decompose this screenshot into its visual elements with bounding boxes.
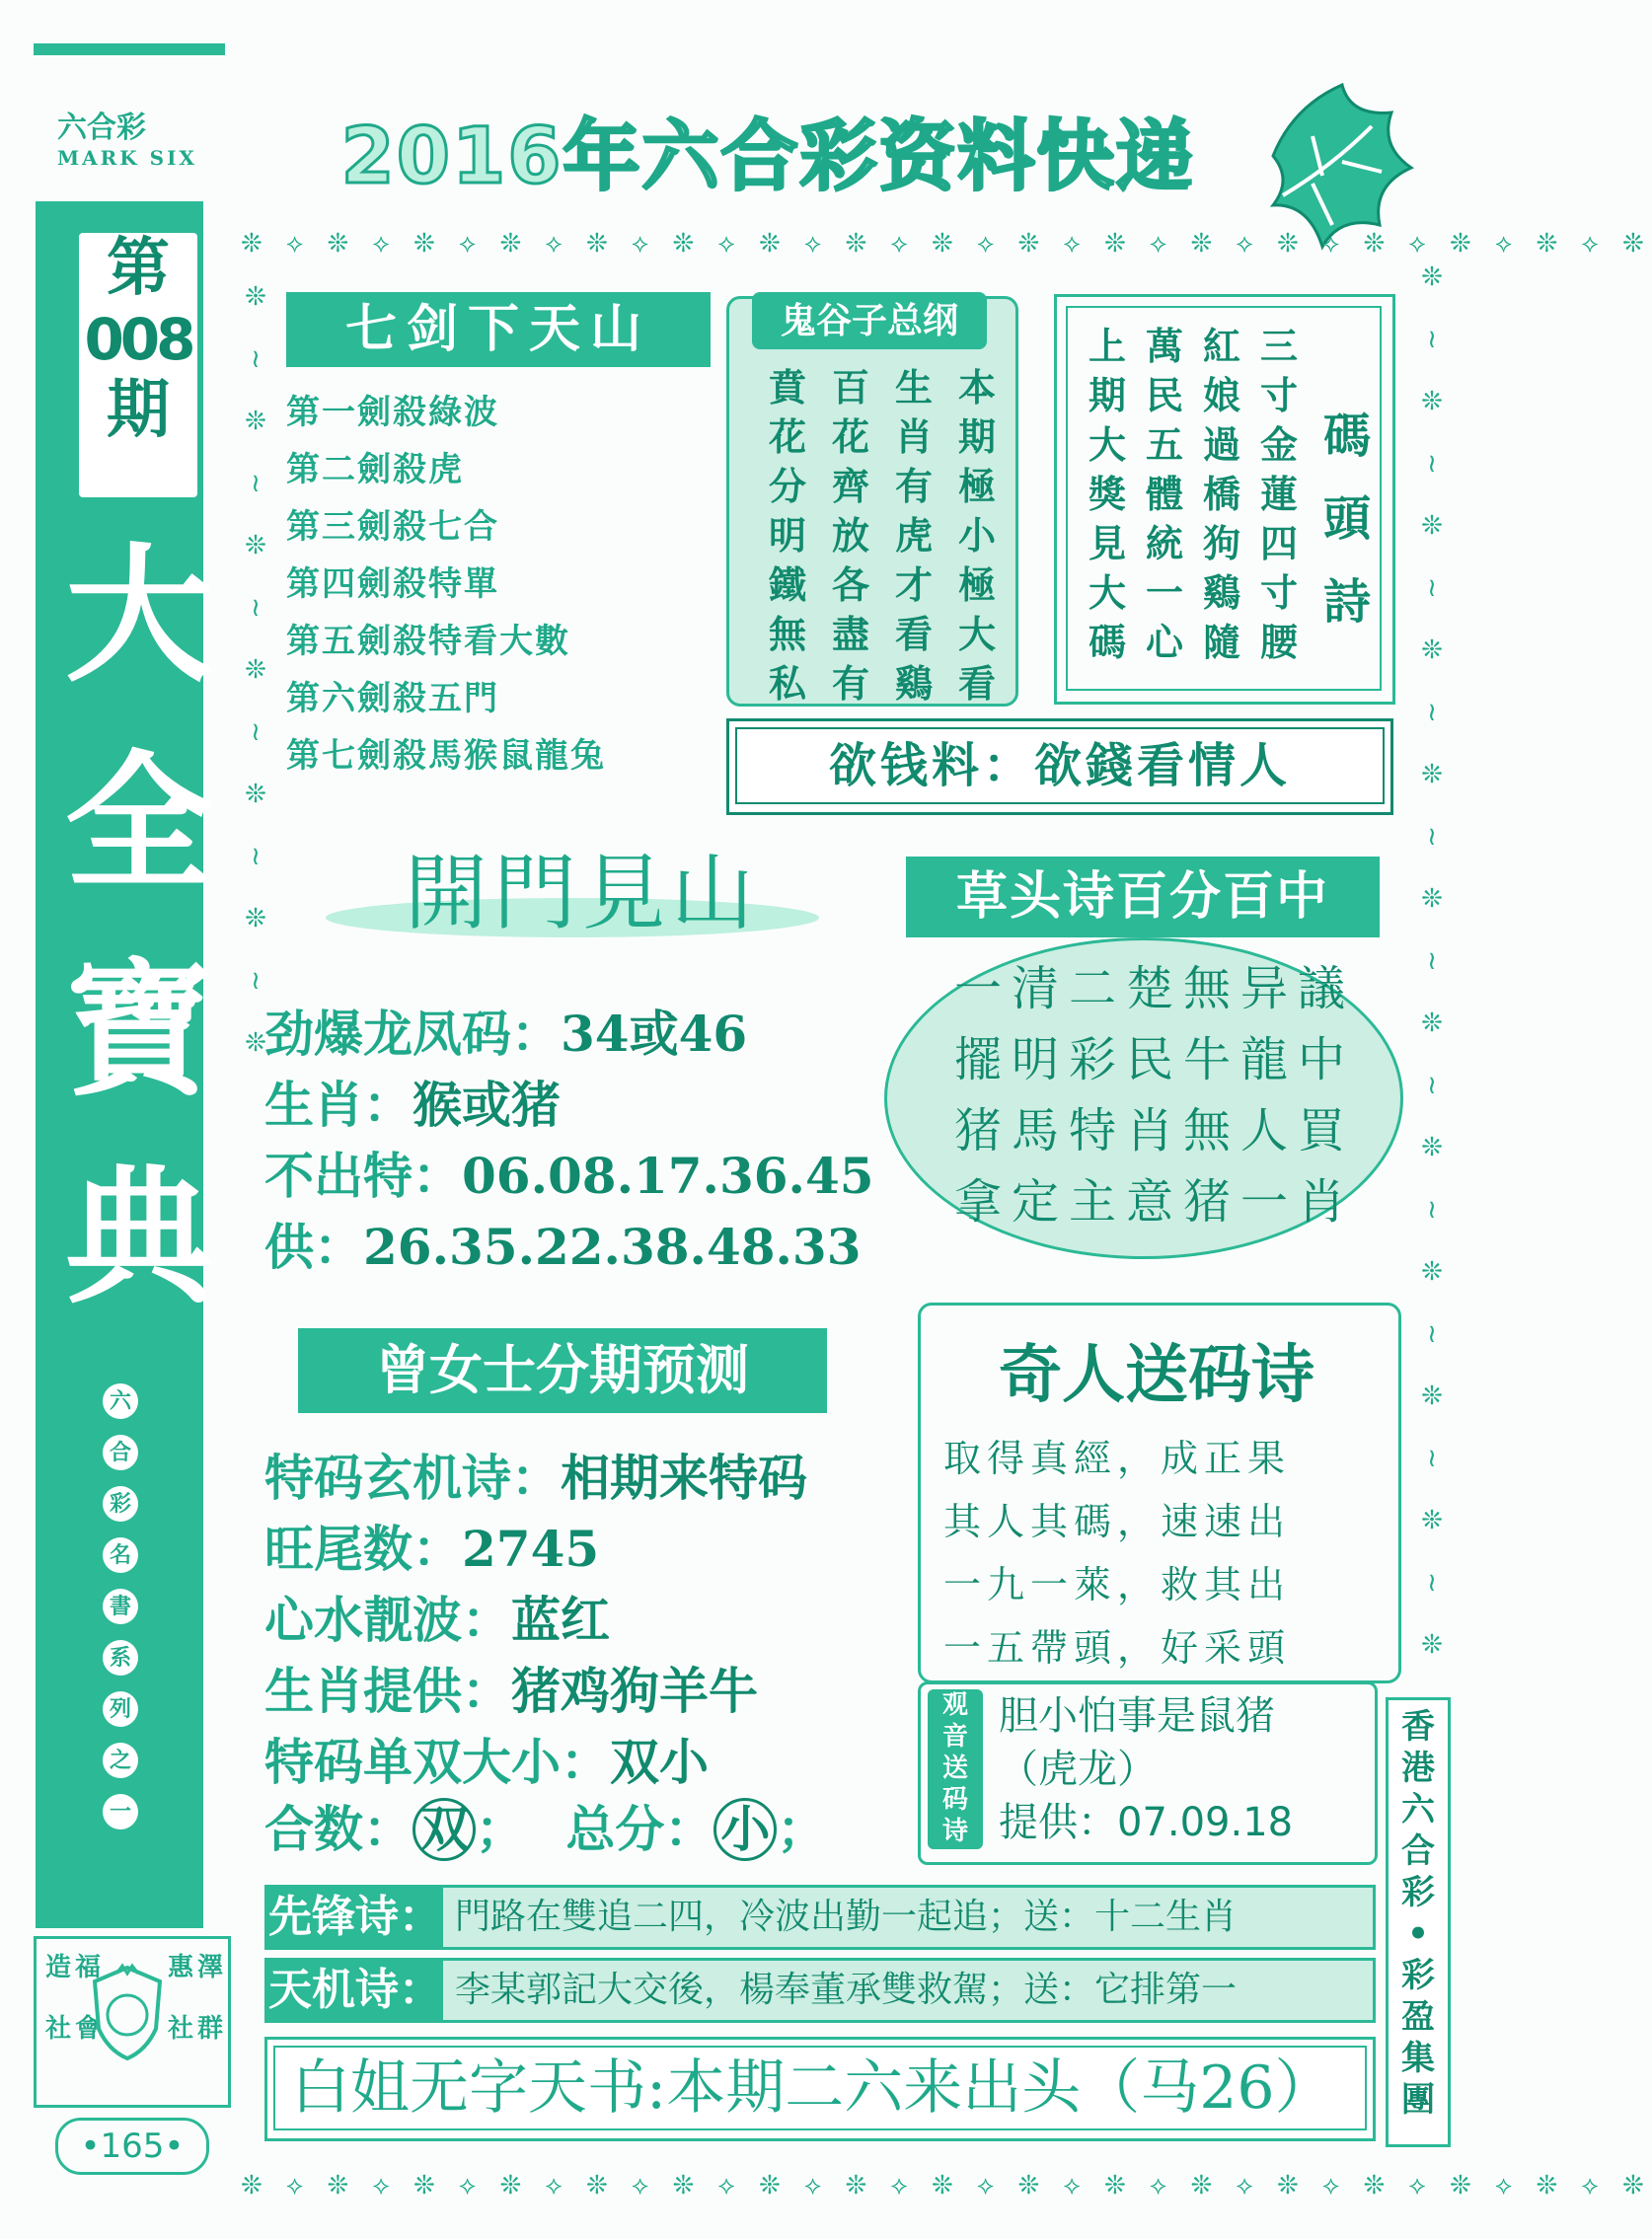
leaf-icon (1253, 77, 1421, 255)
wave-glyph: ≀ (1427, 1568, 1437, 1598)
wave-glyph: ≀ (1427, 573, 1437, 603)
wave-glyph: ≀ (1427, 1444, 1437, 1473)
wave-glyph: ≀ (1427, 1319, 1437, 1349)
sidebar-top-bar (34, 43, 225, 55)
flower-glyph: ❊ (245, 282, 266, 312)
qiren-poem (943, 1427, 1378, 1679)
issue-number: 008 (84, 306, 192, 373)
flower-border-bottom: ❊ ⟡ ❊ ⟡ ❊ ⟡ ❊ ⟡ ❊ ⟡ ❊ ⟡ ❊ ⟡ ❊ ⟡ ❊ ⟡ ❊ ⟡ ❊ ⟡ ❊ ⟡ ❊ ⟡ ❊ ⟡ ❊ ⟡ ❊ ⟡ ❊ (241, 2171, 1652, 2201)
vertical-char: • (1407, 1914, 1429, 1954)
issue-prefix: 第 (107, 232, 170, 305)
seven-swords-line: 第六劍殺五門 (286, 679, 499, 718)
guanyin-label (928, 1689, 983, 1849)
guanyin-label-char: 诗 (941, 1817, 968, 1846)
series-char: 列 (103, 1691, 138, 1727)
mataoshi-column: 三寸金蓮四寸腰 (1259, 324, 1298, 664)
money-box (726, 718, 1393, 815)
issue-number-badge (79, 233, 197, 497)
org-char: 福 (74, 1953, 101, 1982)
zongfen-label: 总分： (565, 1800, 714, 1858)
guanyin-label-char: 送 (941, 1754, 968, 1783)
logo-cn-text: 六合彩 (57, 111, 146, 145)
poem-line: 一五帶頭，好采頭 (943, 1626, 1292, 1670)
org-char: 群 (196, 2014, 223, 2044)
org-right (166, 1952, 225, 2045)
seven-swords-line: 第一劍殺綠波 (286, 393, 499, 432)
seven-swords-line: 第二劍殺虎 (286, 450, 464, 489)
separator: ； (777, 1800, 827, 1858)
guanyin-label-char: 音 (941, 1722, 968, 1752)
money-text: 欲钱料：欲錢看情人 (735, 727, 1385, 804)
baijie-box (264, 2037, 1376, 2141)
zeng-row (264, 1581, 610, 1652)
series-char: 六 (103, 1383, 138, 1419)
mataoshi-column: 上期大獎見大碼 (1088, 324, 1126, 664)
org-char: 惠 (167, 1953, 193, 1982)
row-value: 双小 (610, 1733, 709, 1791)
seven-swords-line: 第四劍殺特單 (286, 564, 499, 604)
org-char: 澤 (196, 1953, 223, 1982)
row-label: 特码单双大小： (264, 1733, 610, 1791)
row-value: 相期来特码 (561, 1449, 807, 1507)
row-value: 猴或猪 (413, 1076, 561, 1134)
big-title-char-2: 全 (64, 738, 213, 910)
org-char: 社 (167, 2014, 193, 2044)
kaimen-title: 開門見山 (404, 845, 760, 941)
flower-glyph: ❊ (1421, 1133, 1443, 1162)
qiren-title: 奇人送码诗 (999, 1339, 1314, 1412)
series-char: 之 (103, 1743, 138, 1778)
wave-glyph: ≀ (251, 717, 261, 747)
flower-glyph: ❊ (1421, 1630, 1443, 1660)
zeng-row (264, 1723, 709, 1794)
zeng-row (264, 1439, 807, 1510)
series-label (103, 1383, 146, 1845)
row-label: 生肖： (264, 1076, 413, 1134)
vertical-char: 合 (1401, 1831, 1435, 1871)
poem-line: 拿定主意猪一肖 (953, 1174, 1355, 1230)
crest-emblem-icon (87, 1964, 168, 2062)
seven-swords-line: 第三劍殺七合 (286, 507, 499, 547)
wave-glyph: ≀ (251, 966, 261, 996)
vertical-char: 六 (1401, 1790, 1435, 1829)
flower-glyph: ❊ (245, 780, 266, 809)
flower-glyph: ❊ (1421, 387, 1443, 416)
wave-glyph: ≀ (251, 344, 261, 374)
seven-swords-line: 第五劍殺特看大數 (286, 622, 570, 661)
kaimen-row (264, 995, 747, 1066)
vertical-char: 集 (1401, 2039, 1435, 2078)
series-char: 名 (103, 1537, 138, 1573)
logo-en-text: MARK SIX (57, 146, 197, 170)
wave-glyph: ≀ (1427, 1071, 1437, 1100)
poem-line: 取得真經，成正果 (943, 1437, 1292, 1480)
guiguzi-column: 百花齊放各盡有 (831, 365, 869, 706)
row-value: 猪鸡狗羊牛 (511, 1662, 758, 1720)
baijie-text: 白姐无字天书:本期二六来出头（马26） (273, 2046, 1367, 2130)
xianfeng-text: 門路在雙追二四，冷波出勤一起追；送：十二生肖 (455, 1897, 1238, 1937)
zeng-heshu-row (264, 1790, 826, 1861)
flower-glyph: ❊ (1421, 1008, 1443, 1038)
guiguzi-column: 本期極小極大看 (957, 365, 996, 706)
seven-swords-line: 第七劍殺馬猴鼠龍兔 (286, 736, 606, 776)
wave-glyph: ≀ (251, 593, 261, 623)
series-char: 書 (103, 1589, 138, 1624)
right-vertical-label (1386, 1697, 1451, 2147)
vertical-char: 彩 (1401, 1956, 1435, 1995)
heshu-label: 合数： (264, 1800, 413, 1858)
flower-glyph: ❊ (245, 655, 266, 685)
wave-glyph: ≀ (251, 469, 261, 498)
big-title-char-3: 寶 (64, 945, 213, 1117)
poem-line: 擺明彩民牛龍中 (953, 1032, 1355, 1087)
flower-glyph: ❊ (1421, 1381, 1443, 1411)
issue-suffix: 期 (107, 374, 170, 447)
flower-glyph: ❊ (1421, 511, 1443, 541)
zeng-row (264, 1510, 599, 1581)
flower-glyph: ❊ (1421, 760, 1443, 789)
flower-glyph: ❊ (1421, 1506, 1443, 1535)
poem-line: 一清二楚無异議 (953, 961, 1355, 1016)
mataoshi-label: 碼頭詩 (1322, 409, 1371, 630)
flower-glyph: ❊ (245, 1028, 266, 1058)
row-value: 06.08.17.36.45 (462, 1147, 874, 1205)
zongfen-value: 小 (713, 1798, 777, 1861)
wave-glyph: ≀ (1427, 698, 1437, 727)
poem-line: 一九一萊，救其出 (943, 1563, 1292, 1606)
org-char: 會 (74, 2014, 101, 2044)
row-label: 旺尾数： (264, 1520, 462, 1578)
separator: ； (476, 1800, 525, 1858)
flower-glyph: ❊ (1421, 635, 1443, 665)
guanyin-label-char: 码 (941, 1785, 968, 1815)
tianji-label: 天机诗： (267, 1961, 443, 2020)
caotou-title: 草头诗百分百中 (906, 857, 1380, 937)
zeng-title: 曾女士分期预测 (298, 1328, 827, 1413)
page-number: •165• (55, 2118, 209, 2175)
row-label: 劲爆龙凤码： (264, 1005, 561, 1063)
vertical-char: 港 (1401, 1749, 1435, 1788)
wave-glyph: ≀ (1427, 325, 1437, 354)
kaimen-row (264, 1137, 874, 1208)
guiguzi-column: 生肖有虎才看鷄 (894, 365, 933, 706)
tianji-text: 李某郭記大交後，楊奉董承雙救駕；送：它排第一 (455, 1970, 1238, 2010)
guanyin-line: 胆小怕事是鼠猪 (999, 1693, 1275, 1739)
guanyin-label-char: 观 (941, 1690, 968, 1720)
guanyin-text (999, 1689, 1293, 1849)
org-char: 社 (44, 2014, 71, 2044)
poem-line: 其人其碼，速速出 (943, 1500, 1292, 1543)
series-char: 彩 (103, 1486, 138, 1522)
zeng-row (264, 1652, 758, 1723)
series-char: 合 (103, 1435, 138, 1470)
guiguzi-column: 賁花分明鐵無私 (768, 365, 806, 706)
vertical-char: 香 (1401, 1707, 1435, 1747)
row-label: 不出特： (264, 1147, 462, 1205)
big-title-char-1: 大 (64, 531, 213, 703)
wave-glyph: ≀ (1427, 449, 1437, 479)
vertical-char: 彩 (1401, 1873, 1435, 1912)
big-title-char-4: 典 (64, 1153, 213, 1324)
seven-swords-title: 七剑下天山 (286, 292, 711, 367)
mark-six-logo (57, 103, 205, 182)
mataoshi-column: 萬民五體統一心 (1145, 324, 1183, 664)
row-label: 心水靓波： (264, 1591, 511, 1649)
row-label: 特码玄机诗： (264, 1449, 561, 1507)
flower-glyph: ❊ (1421, 1257, 1443, 1287)
org-char: 造 (44, 1953, 71, 1982)
row-label: 供： (264, 1218, 363, 1276)
caotou-poem (928, 953, 1382, 1237)
guiguzi-title: 鬼谷子总纲 (752, 292, 987, 349)
wave-glyph: ≀ (251, 842, 261, 871)
kaimen-row (264, 1066, 561, 1137)
flower-glyph: ❊ (1421, 262, 1443, 292)
flower-border-top: ❊ ⟡ ❊ ⟡ ❊ ⟡ ❊ ⟡ ❊ ⟡ ❊ ⟡ ❊ ⟡ ❊ ⟡ ❊ ⟡ ❊ ⟡ ❊ ⟡ ❊ ⟡ ❊ ⟡ ❊ ⟡ ❊ ⟡ ❊ ⟡ ❊ (241, 229, 1652, 259)
row-value: 34或46 (561, 1005, 748, 1063)
row-value: 2745 (462, 1520, 600, 1578)
xianfeng-label: 先锋诗： (267, 1888, 443, 1947)
main-title: 2016年六合彩资料快递 (340, 112, 1195, 201)
row-value: 蓝红 (511, 1591, 610, 1649)
guanyin-line: 提供：07.09.18 (999, 1800, 1294, 1845)
wave-glyph: ≀ (1427, 946, 1437, 976)
heshu-value: 双 (413, 1798, 476, 1861)
flower-glyph: ❊ (1421, 884, 1443, 914)
row-label: 生肖提供： (264, 1662, 511, 1720)
poem-line: 猪馬特肖無人買 (953, 1103, 1355, 1158)
xianfeng-row (264, 1885, 1376, 1950)
flower-glyph: ❊ (245, 407, 266, 436)
mataoshi-column: 紅娘過橋狗鷄隨 (1202, 324, 1240, 664)
flower-glyph: ❊ (245, 531, 266, 560)
series-char: 系 (103, 1640, 138, 1676)
tianji-row (264, 1958, 1376, 2023)
series-char: 一 (103, 1794, 138, 1829)
wave-glyph: ≀ (1427, 822, 1437, 852)
flower-border-right (1417, 247, 1447, 1678)
flower-glyph: ❊ (245, 904, 266, 933)
vertical-char: 盈 (1401, 1997, 1435, 2037)
guanyin-line: （虎龙） (999, 1747, 1157, 1792)
vertical-char: 團 (1401, 2080, 1435, 2120)
wave-glyph: ≀ (1427, 1195, 1437, 1225)
kaimen-row (264, 1208, 862, 1279)
row-value: 26.35.22.38.48.33 (363, 1218, 862, 1276)
